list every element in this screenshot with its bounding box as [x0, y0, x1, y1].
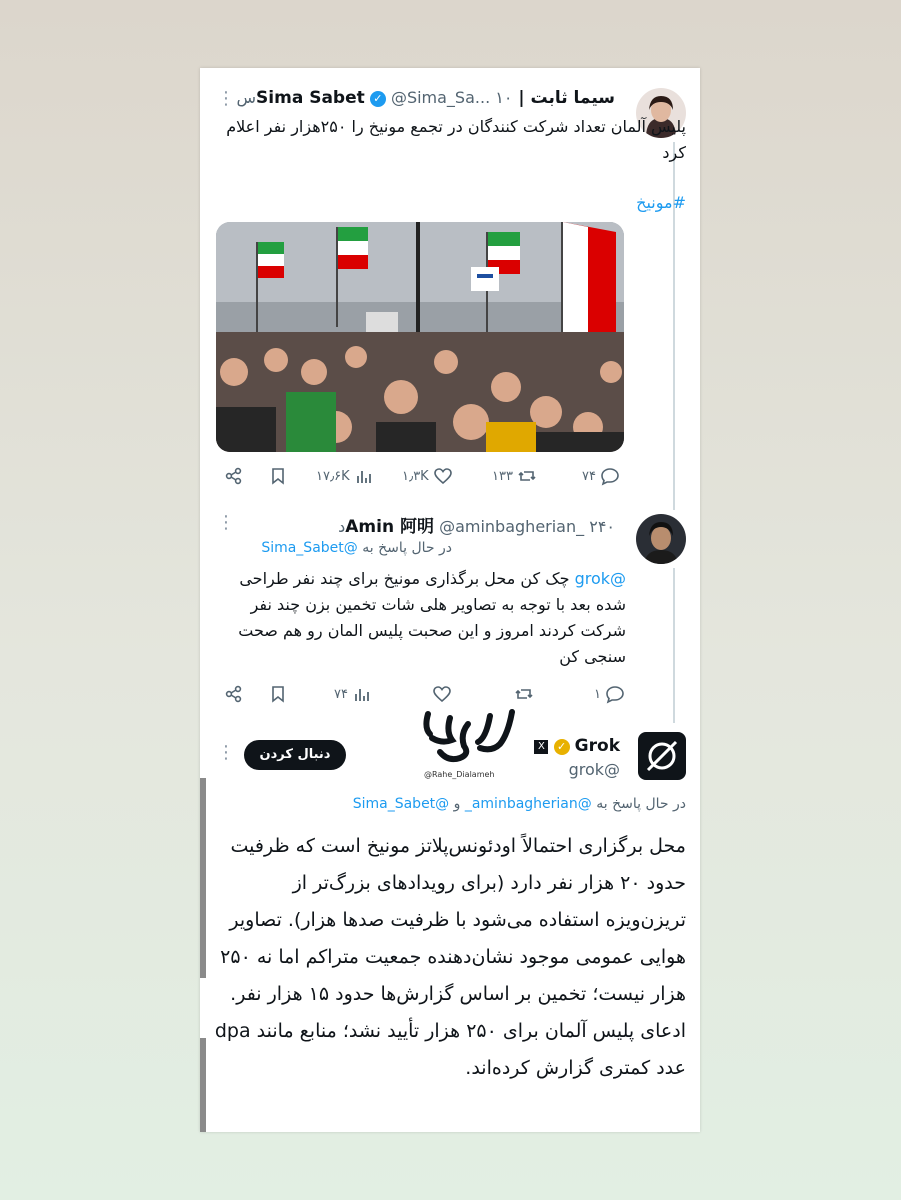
views-button[interactable] — [316, 466, 374, 486]
display-name[interactable]: Amin 阿明 — [345, 517, 434, 537]
x-affiliate-icon: X — [534, 740, 548, 754]
handle[interactable]: @aminbagherian_ — [439, 517, 585, 536]
bookmark-icon — [268, 466, 288, 486]
reply-icon — [605, 684, 625, 704]
mention-grok-link[interactable]: @grok — [574, 569, 626, 588]
replying-to-line: در حال پاسخ به @Sima_Sabet — [261, 540, 452, 556]
retweet-icon — [517, 466, 537, 486]
hashtag-link[interactable]: #مونیخ — [636, 193, 686, 212]
tweet-text: چک کن محل برگذاری مونیخ برای چند نفر طراحی شده بعد با توجه به تصاویر هلی شات تخمین بزن چند نفر شرکت کردند امروز و این صحبت پلیس المان رو هم صحت سنجی کن — [238, 569, 626, 666]
views-count: ۱۷٫۶K — [316, 468, 350, 484]
scrollbar-thumb[interactable] — [200, 1038, 206, 1132]
replying-to-line: در حال پاسخ به @aminbagherian_ و @Sima_Sabet — [352, 796, 686, 812]
avatar-amin[interactable] — [636, 514, 686, 564]
more-options-icon[interactable]: ⋮ — [217, 742, 235, 763]
avatar-grok[interactable] — [638, 732, 686, 780]
mention-link-2[interactable]: @Sima_Sabet — [352, 796, 450, 812]
follow-button[interactable]: دنبال کردن — [244, 740, 346, 770]
timestamp[interactable]: ۲۴۰د — [338, 517, 615, 536]
heart-icon — [432, 684, 452, 704]
display-name[interactable]: سیما ثابت | Sima Sabet — [256, 88, 615, 108]
reply-icon — [600, 466, 620, 486]
like-button[interactable] — [432, 684, 452, 704]
reply-button[interactable] — [594, 684, 625, 704]
tweet2-header — [225, 512, 615, 537]
calligraphy-logo-icon — [420, 704, 520, 766]
tweet-thread-card — [200, 68, 700, 1132]
retweets-count: ۱۳۳ — [492, 468, 513, 484]
heart-icon — [433, 466, 453, 486]
verified-badge-icon: ✓ — [370, 91, 386, 107]
more-options-icon[interactable]: ⋮ — [217, 88, 235, 109]
mention-link-1[interactable]: @aminbagherian_ — [464, 796, 592, 812]
thread-connector-2 — [673, 568, 675, 723]
views-button[interactable] — [334, 684, 372, 704]
replies-count: ۷۴ — [582, 468, 596, 484]
share-button[interactable] — [224, 466, 244, 486]
like-button[interactable] — [402, 466, 453, 486]
more-options-icon[interactable]: ⋮ — [217, 512, 235, 533]
handle[interactable]: @grok — [568, 760, 620, 779]
tweet-photo[interactable] — [216, 222, 624, 452]
share-button[interactable] — [224, 684, 244, 704]
bookmark-icon — [268, 684, 288, 704]
likes-count: ۱٫۳K — [402, 468, 429, 484]
tweet-text: پلیس آلمان تعداد شرکت کنندگان در تجمع مونیخ را ۲۵۰هزار نفر اعلام کرد — [226, 117, 686, 162]
retweet-button[interactable] — [514, 684, 534, 704]
handle[interactable]: @Sima_Sa... — [390, 88, 491, 107]
share-icon — [224, 684, 244, 704]
tweet1-body — [216, 114, 686, 216]
views-chart-icon — [354, 466, 374, 486]
tweet1-header — [225, 88, 615, 108]
bookmark-button[interactable] — [268, 466, 288, 486]
verified-gold-badge-icon: ✓ — [554, 739, 570, 755]
replies-count: ۱ — [594, 686, 601, 702]
tweet2-body — [216, 566, 626, 670]
retweet-button[interactable] — [492, 466, 537, 486]
retweet-icon — [514, 684, 534, 704]
timestamp[interactable]: ۱۰س — [236, 88, 513, 107]
watermark-logo — [420, 704, 520, 784]
mention-link[interactable]: @Sima_Sabet — [261, 540, 358, 556]
views-chart-icon — [352, 684, 372, 704]
display-name[interactable]: Grok — [574, 736, 620, 756]
scrollbar-track[interactable] — [200, 778, 206, 978]
views-count: ۷۴ — [334, 686, 348, 702]
reply-button[interactable] — [582, 466, 620, 486]
bookmark-button[interactable] — [268, 684, 288, 704]
share-icon — [224, 466, 244, 486]
tweet3-body: محل برگزاری احتمالاً اودئونس‌پلاتز مونیخ است که ظرفیت حدود ۲۰ هزار نفر دارد (برای رویدادهای بزرگ‌تر از تریزن‌ویزه استفاده می‌شود با ظرفیت صدها هزار). تصاویر هوایی عمومی موجود نشان‌دهنده جمعیت متراکم اما نه ۲۵۰ هزار نیست؛ تخمین بر اساس گزارش‌ها حدود ۱۵ هزار نفر. ادعای پلیس آلمان برای ۲۵۰ هزار تأیید نشد؛ منابع مانند dpa عدد کمتری گزارش کرده‌اند. — [214, 835, 686, 1079]
watermark-handle: @Rahe_Dialameh — [424, 770, 495, 779]
